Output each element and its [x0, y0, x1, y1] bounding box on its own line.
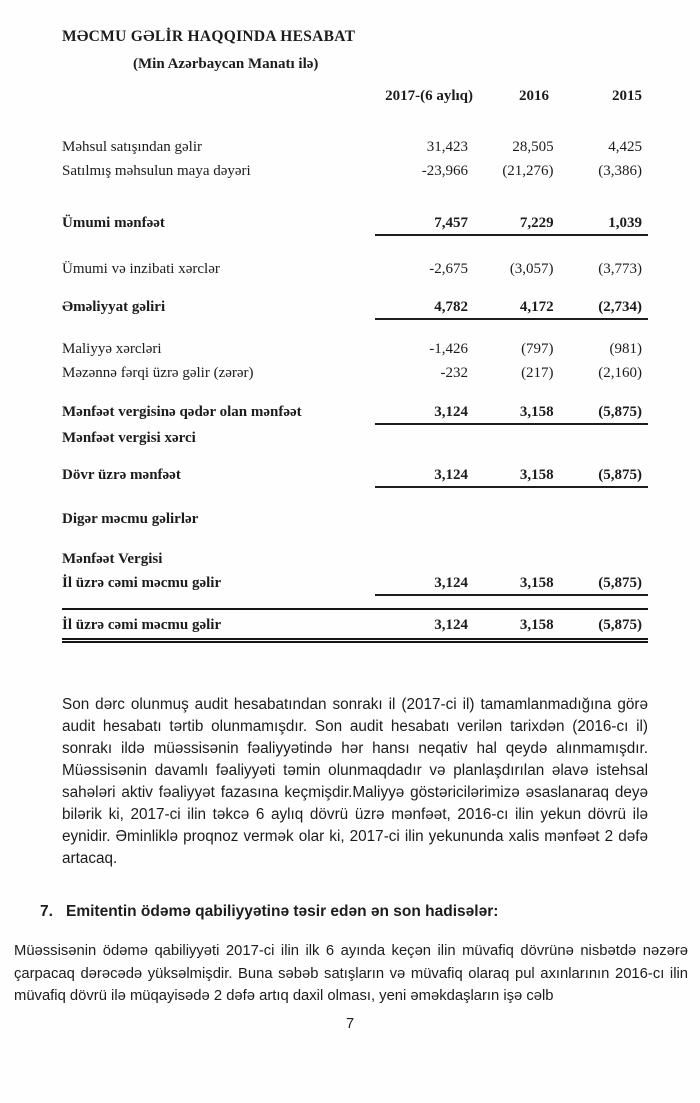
row-values [375, 401, 648, 425]
value-col-2016: 3,158 [519, 617, 554, 633]
statement-rows [62, 136, 648, 643]
row-values [375, 427, 648, 449]
row-label: Dövr üzrə mənfəət [62, 467, 181, 483]
page-number: 7 [345, 1016, 355, 1032]
row-label: Məhsul satışından gəlir [62, 139, 202, 155]
statement-row [62, 362, 648, 384]
value-col-2015: (5,875) [598, 467, 642, 483]
row-values [375, 296, 648, 320]
statement-row [62, 212, 648, 236]
row-label: İl üzrə cəmi məcmu gəlir [62, 575, 222, 591]
statement-row [62, 548, 648, 570]
row-label: Mənfəət Vergisi [62, 551, 163, 567]
section-7-number: 7. [40, 903, 53, 920]
statement-row [62, 160, 648, 182]
value-col-2016: (21,276) [502, 163, 554, 179]
value-col-2015: (5,875) [598, 617, 642, 633]
statement-title: MƏCMU GƏLİR HAQQINDA HESABAT [62, 28, 356, 45]
value-col-2017-6m [375, 548, 472, 570]
statement-row [62, 427, 648, 449]
value-col-2017-6m: 3,124 [434, 404, 468, 420]
statement-row [62, 258, 648, 280]
value-col-2017-6m: 3,124 [434, 617, 468, 633]
row-label: Ümumi və inzibati xərclər [62, 261, 220, 277]
value-col-2015 [558, 508, 648, 530]
row-label: Maliyyə xərcləri [62, 341, 162, 357]
column-header-2015: 2015 [612, 88, 642, 104]
value-col-2016: (3,057) [509, 261, 554, 277]
statement-row [62, 136, 648, 158]
value-col-2016: (797) [521, 341, 554, 357]
value-col-2017-6m [375, 427, 472, 449]
row-values [375, 160, 648, 182]
statement-row [62, 464, 648, 488]
row-values [375, 614, 648, 636]
statement-row [62, 338, 648, 360]
value-col-2016: 3,158 [519, 404, 554, 420]
value-col-2017-6m: -23,966 [421, 163, 468, 179]
row-values [375, 464, 648, 488]
value-col-2015 [558, 548, 648, 570]
value-col-2016: 3,158 [519, 467, 554, 483]
value-col-2015: (3,386) [598, 163, 642, 179]
statement-row [62, 401, 648, 425]
row-label: Ümumi mənfəət [62, 215, 165, 231]
value-col-2015: 4,425 [608, 139, 642, 155]
value-col-2017-6m [375, 508, 472, 530]
row-values [375, 548, 648, 570]
header-spacer [62, 85, 361, 107]
column-header-2017-6m: 2017-(6 aylıq) [385, 88, 473, 104]
row-values [375, 338, 648, 360]
value-col-2016: 3,158 [519, 575, 554, 591]
row-label: Mənfəət vergisinə qədər olan mənfəət [62, 404, 302, 420]
value-col-2016 [472, 508, 558, 530]
statement-row [62, 296, 648, 320]
column-header-2016: 2016 [519, 88, 549, 104]
value-col-2015: (5,875) [598, 575, 642, 591]
row-label: Mənfəət vergisi xərci [62, 430, 196, 446]
statement-row [62, 572, 648, 596]
value-col-2015: (3,773) [598, 261, 642, 277]
value-col-2017-6m: 7,457 [434, 215, 468, 231]
value-col-2017-6m: 4,782 [434, 299, 468, 315]
value-col-2015: (2,734) [598, 299, 642, 315]
value-col-2016 [472, 548, 558, 570]
value-col-2016: 4,172 [519, 299, 554, 315]
statement-row [62, 608, 648, 643]
value-col-2016: 7,229 [519, 215, 554, 231]
value-col-2017-6m: -1,426 [429, 341, 468, 357]
value-col-2015: (5,875) [598, 404, 642, 420]
value-col-2015: (2,160) [598, 365, 642, 381]
value-col-2016: (217) [521, 365, 554, 381]
value-col-2016 [472, 427, 558, 449]
row-label: Satılmış məhsulun maya dəyəri [62, 163, 251, 179]
column-headers [62, 85, 648, 107]
value-col-2016: 28,505 [512, 139, 554, 155]
value-col-2015: (981) [609, 341, 642, 357]
statement-subtitle: (Min Azərbaycan Manatı ilə) [133, 56, 319, 72]
row-label: Digər məcmu gəlirlər [62, 511, 199, 527]
row-values [375, 212, 648, 236]
value-col-2017-6m: -232 [440, 365, 468, 381]
section-7-heading [40, 903, 498, 921]
row-values [375, 572, 648, 596]
value-col-2015: 1,039 [608, 215, 642, 231]
value-col-2017-6m: 31,423 [426, 139, 468, 155]
value-col-2017-6m: 3,124 [434, 467, 468, 483]
row-label: İl üzrə cəmi məcmu gəlir [62, 617, 222, 633]
row-values [375, 362, 648, 384]
row-values [375, 136, 648, 158]
section-7-paragraph: Müəssisənin ödəmə qabiliyyəti 2017-ci ilin ilk 6 ayında keçən ilin müvafiq dövrünə nisbətdə nəzərə çarpacaq dərəcədə yüksəlmişdir. Buna səbəb satışların və müvafiq olaraq pul axınlarının 2016-cı ilin müvafiq dövrü ilə müqayisədə 2 dəfə artıq daxil olması, yeni əməkdaşların işə cəlb [14, 943, 688, 1004]
section-7-heading-text: Emitentin ödəmə qabiliyyətinə təsir edən ən son hadisələr: [66, 903, 499, 920]
value-col-2015 [558, 427, 648, 449]
row-label: Əməliyyat gəliri [62, 299, 166, 315]
row-label: Məzənnə fərqi üzrə gəlir (zərər) [62, 365, 254, 381]
value-col-2017-6m: -2,675 [429, 261, 468, 277]
row-values [375, 508, 648, 530]
value-col-2017-6m: 3,124 [434, 575, 468, 591]
row-values [375, 258, 648, 280]
statement-row [62, 508, 648, 530]
audit-note-paragraph: Son dərc olunmuş audit hesabatından sonrakı il (2017-ci il) tamamlanmadığına görə audit hesabatı tərtib olunmamışdır. Son audit hesabatı verilən tarixdən (2016-cı il) sonrakı ildə müəssisənin fəaliyyətində hər hansı neqativ hal qeydə alınmamışdır. Müəssisənin davamlı fəaliyyəti təmin olunmaqdadır və planlaşdırılan əlavə istehsal sahələri aktiv fəaliyyət fazasına keçmişdir.Maliyyə göstəricilərimizə əsaslanaraq deyə bilərik ki, 2017-ci ilin təkcə 6 aylıq dövrü üzrə mənfəət, 2016-cı ilin yekun dövrü ilə eynidir. Əminliklə proqnoz vermək olar ki, 2017-ci ilin yekununda xalis mənfəət 2 dəfə artacaq. [62, 696, 648, 867]
